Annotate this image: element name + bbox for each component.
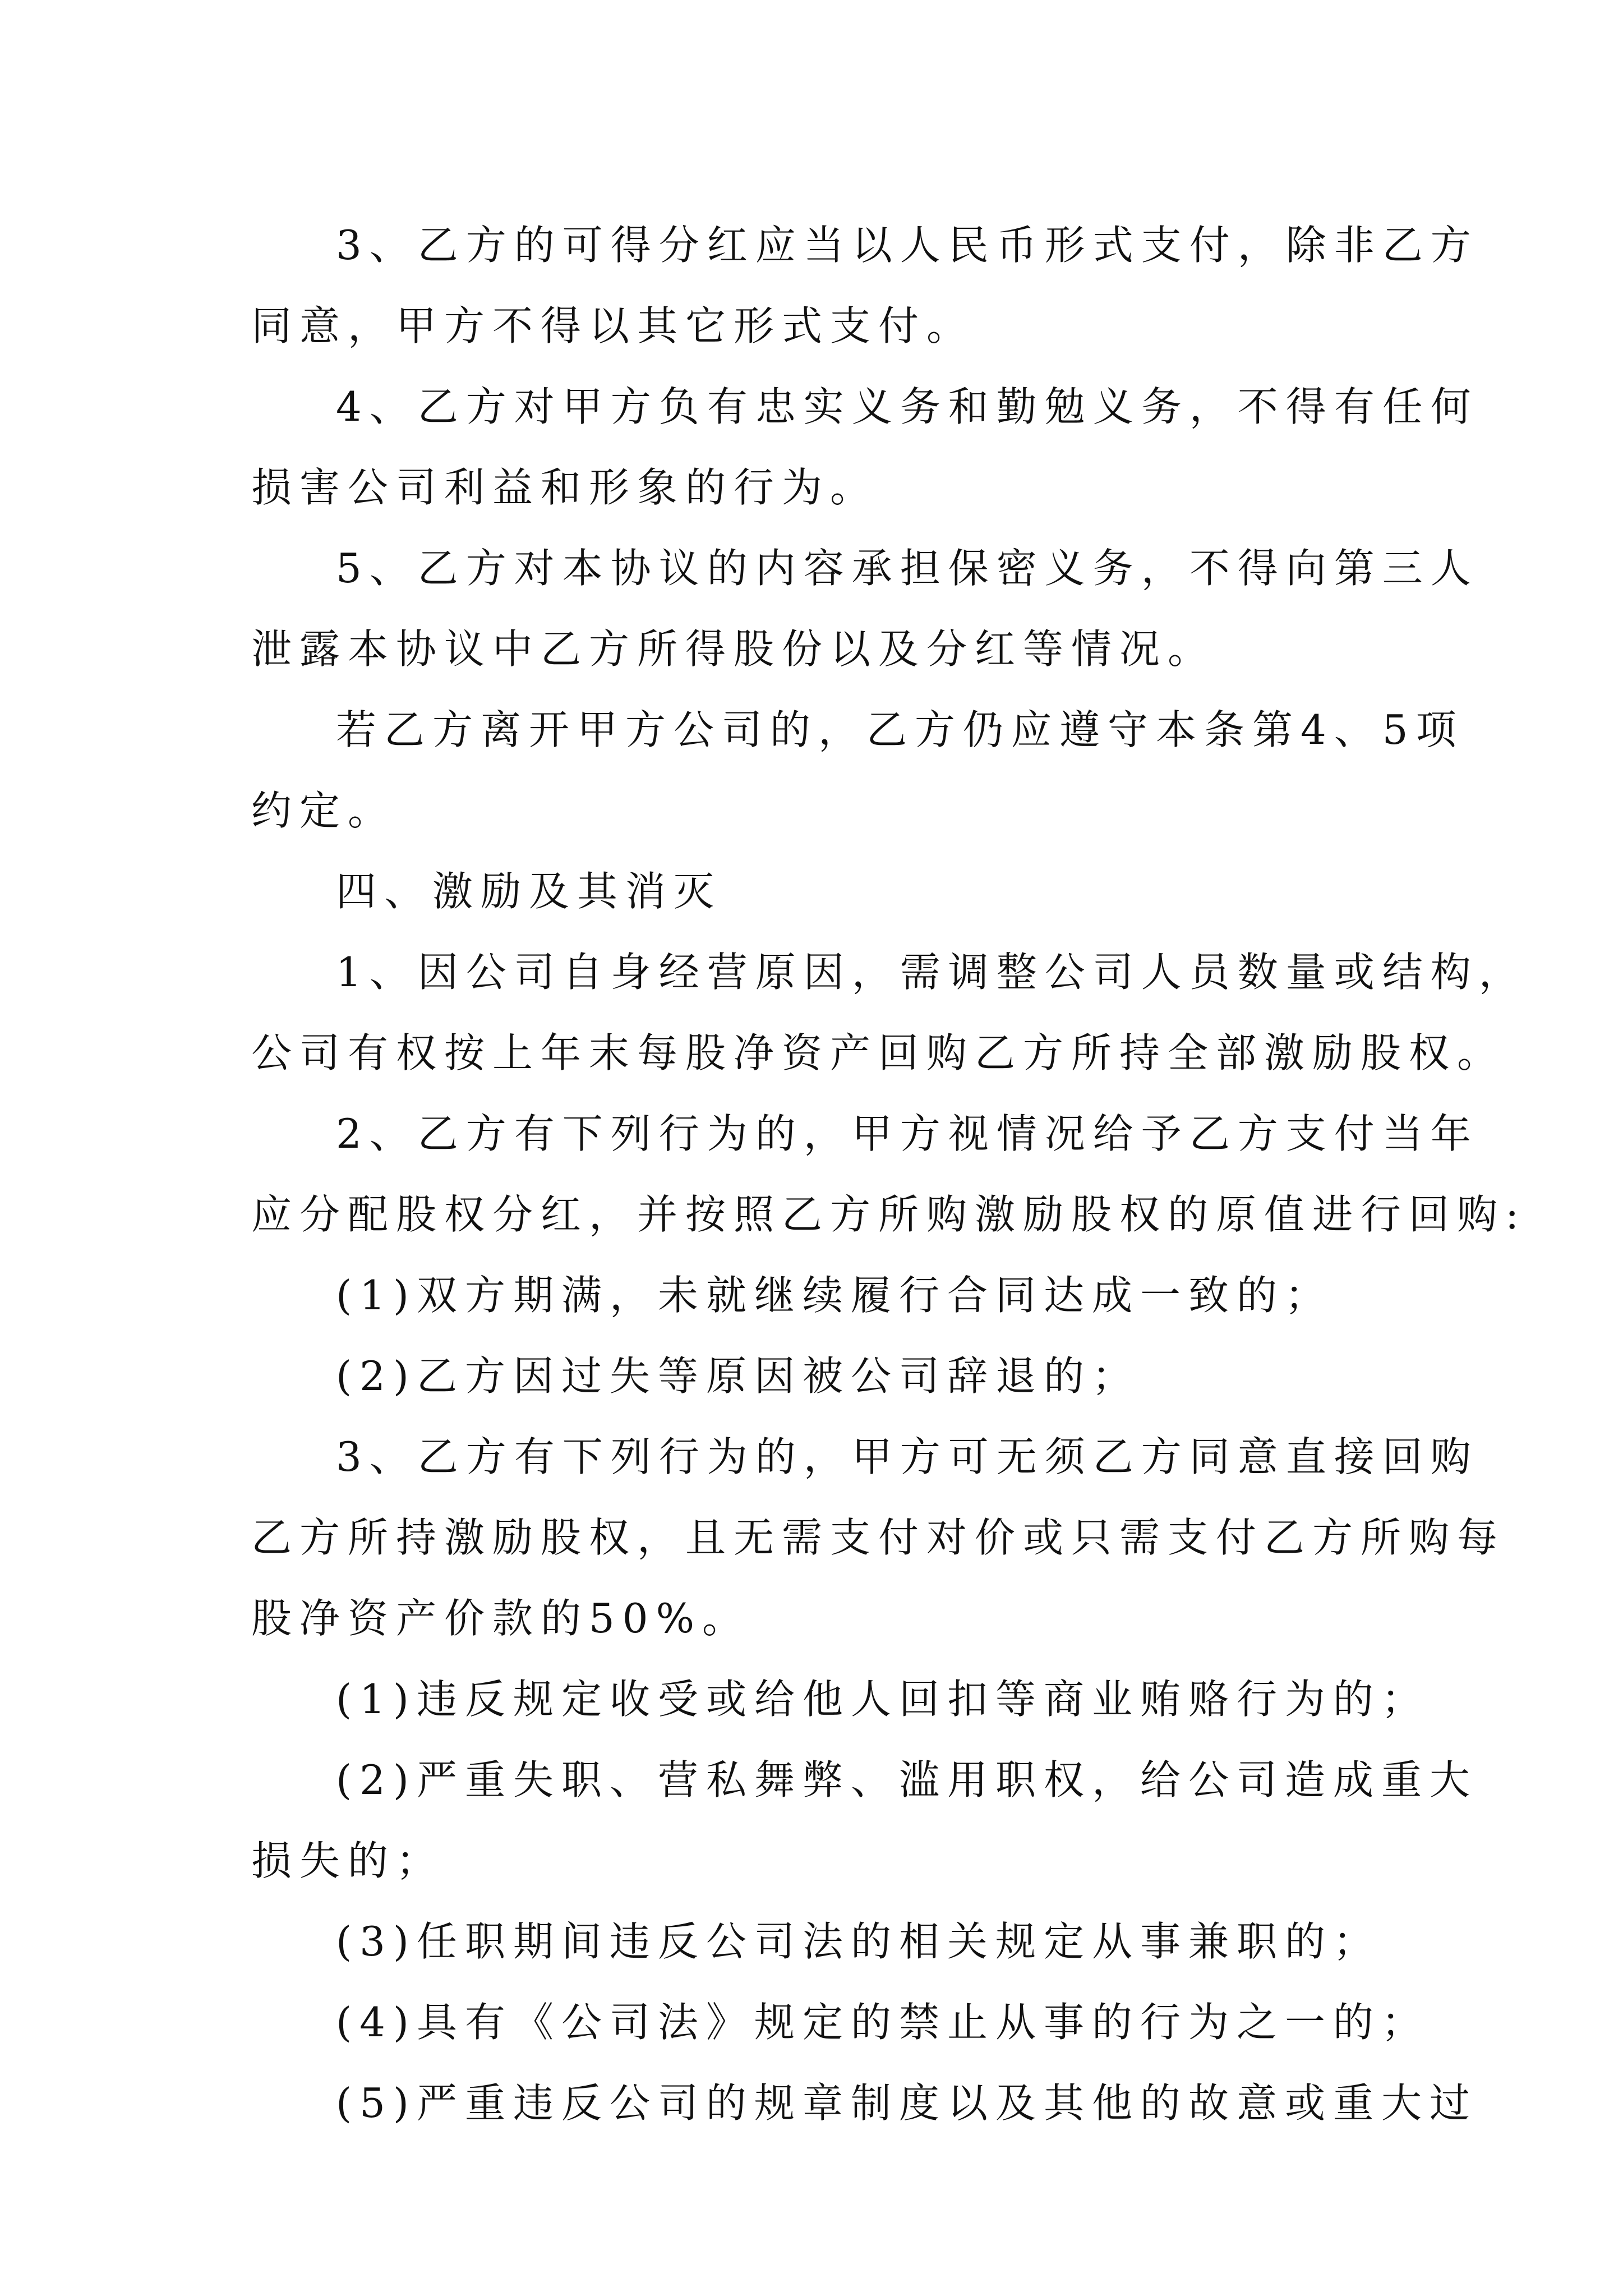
text-line: (2)乙方因过失等原因被公司辞退的； (336, 1352, 1140, 1400)
section-4-item-3-sub-2 (251, 1740, 1478, 1901)
section-heading (251, 851, 1384, 932)
text-line: 泄露本协议中乙方所得股份以及分红等情况。 (251, 625, 1216, 673)
text-line: 若乙方离开甲方公司的，乙方仍应遵守本条第4、5项 (336, 706, 1464, 753)
section-4-item-3-sub-5 (251, 2063, 1478, 2143)
text-line: 公司有权按上年末每股净资产回购乙方所持全部激励股权。 (251, 1029, 1506, 1076)
text-line: (3)任职期间违反公司法的相关规定从事兼职的； (336, 1918, 1381, 1965)
section-4-item-3 (251, 1416, 1506, 1659)
section-4-item-1 (251, 932, 1527, 1093)
text-line: 股净资产价款的50%。 (251, 1595, 751, 1642)
text-line: 2、乙方有下列行为的，甲方视情况给予乙方支付当年 (336, 1110, 1479, 1157)
clause-4-paragraph (251, 366, 1479, 528)
document-body (251, 205, 1527, 2143)
section-4-item-2-sub-2 (251, 1336, 1384, 1416)
section-4-item-3-sub-4 (251, 1982, 1430, 2063)
section-4-item-2 (251, 1093, 1527, 1255)
text-line: 应分配股权分红，并按照乙方所购激励股权的原值进行回购: (251, 1191, 1527, 1238)
text-line: 3、乙方有下列行为的，甲方可无须乙方同意直接回购 (336, 1433, 1479, 1480)
section-4-item-2-sub-1 (251, 1255, 1384, 1336)
text-line: 5、乙方对本协议的内容承担保密义务，不得向第三人 (336, 545, 1479, 592)
text-line: (1)双方期满，未就继续履行合同达成一致的； (336, 1272, 1333, 1319)
leave-company-paragraph (251, 689, 1464, 851)
clause-5-paragraph (251, 528, 1479, 689)
text-line: 损害公司利益和形象的行为。 (251, 464, 879, 511)
text-line: 3、乙方的可得分红应当以人民币形式支付，除非乙方 (336, 222, 1479, 269)
section-4-item-3-sub-1 (251, 1659, 1430, 1740)
text-line: 同意，甲方不得以其它形式支付。 (251, 302, 975, 349)
text-line: 4、乙方对甲方负有忠实义务和勤勉义务，不得有任何 (336, 383, 1479, 430)
text-line: (5)严重违反公司的规章制度以及其他的故意或重大过 (336, 2079, 1478, 2127)
text-line: 约定。 (251, 787, 396, 834)
text-line: (1)违反规定收受或给他人回扣等商业贿赂行为的； (336, 1676, 1430, 1723)
section-title: 四、激励及其消灭 (336, 868, 722, 915)
text-line: 1、因公司自身经营原因，需调整公司人员数量或结构， (336, 949, 1527, 996)
section-4-item-3-sub-3 (251, 1901, 1384, 1982)
text-line: (2)严重失职、营私舞弊、滥用职权，给公司造成重大 (336, 1756, 1478, 1803)
text-line: 损失的； (251, 1837, 445, 1884)
text-line: (4)具有《公司法》规定的禁止从事的行为之一的； (336, 1999, 1430, 2046)
text-line: 乙方所持激励股权，且无需支付对价或只需支付乙方所购每 (251, 1514, 1506, 1561)
clause-3-paragraph (251, 205, 1479, 366)
